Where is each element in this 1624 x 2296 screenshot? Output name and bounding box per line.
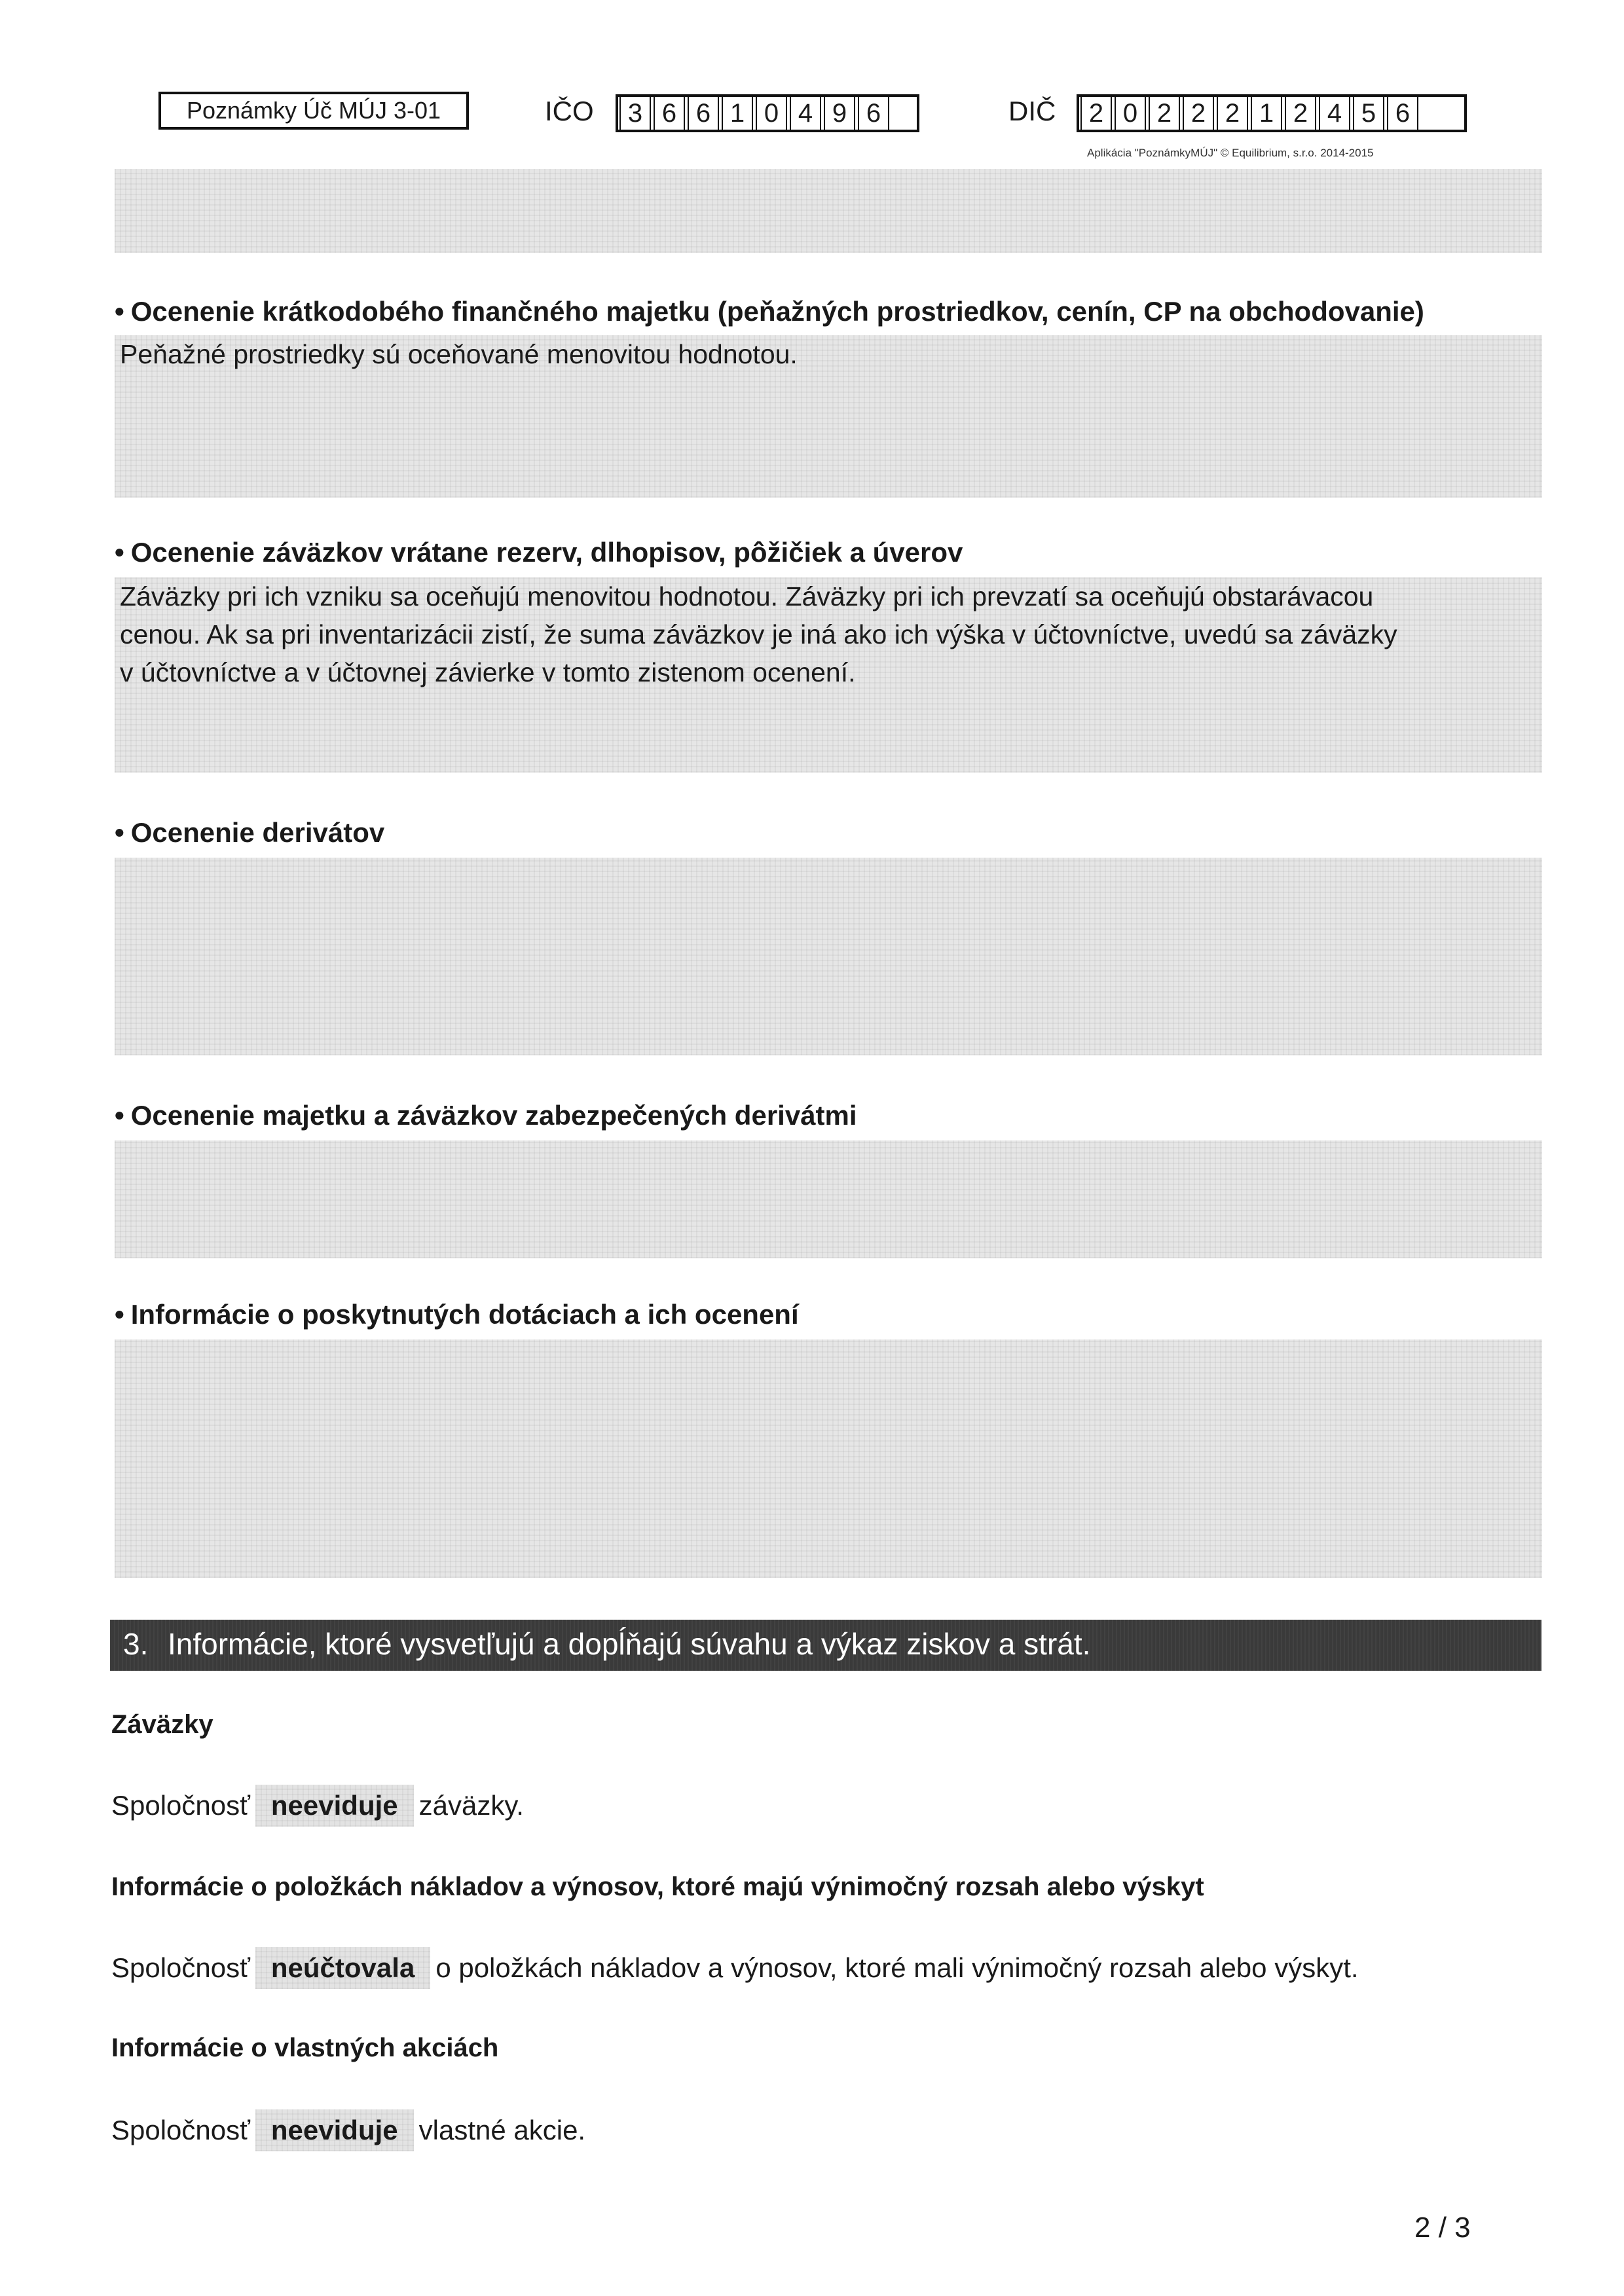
dic-digit: 2 <box>1080 97 1112 130</box>
ico-digit: 6 <box>688 97 719 130</box>
bullet-icon: • <box>115 537 124 568</box>
dic-label: DIČ <box>1008 96 1056 126</box>
section-number: 3. <box>123 1627 149 1661</box>
own-shares-statement <box>111 2109 585 2151</box>
field-line: cenou. Ak sa pri inventarizácii zistí, že suma záväzkov je iná ako ich výška v účtovníctve, uvedú sa záväzky <box>120 619 1397 649</box>
form-label-box: Poznámky Úč MÚJ 3-01 <box>158 92 469 130</box>
page-number: 2 / 3 <box>1414 2212 1471 2244</box>
ico-label: IČO <box>545 96 594 126</box>
field-line: Peňažné prostriedky sú oceňované menovitou hodnotou. <box>120 339 798 369</box>
ico-digit: 9 <box>824 97 855 130</box>
section-title: • Ocenenie záväzkov vrátane rezerv, dlhopisov, pôžičiek a úverov <box>115 537 963 568</box>
dic-digit-boxes <box>1077 94 1467 132</box>
ico-digit: 4 <box>790 97 821 130</box>
exceptional-items-statement <box>111 1947 1359 1989</box>
ico-digit: 0 <box>756 97 787 130</box>
bullet-icon: • <box>115 817 124 848</box>
own-shares-heading: Informácie o vlastných akciách <box>111 2033 499 2062</box>
text-field <box>115 335 1542 498</box>
statement-suffix: o položkách nákladov a výnosov, ktoré mali výnimočný rozsah alebo výskyt. <box>435 1952 1359 1983</box>
ico-digit-boxes <box>616 94 919 132</box>
dic-digit: 5 <box>1353 97 1384 130</box>
liabilities-value: neeviduje <box>255 1785 414 1827</box>
bullet-icon: • <box>115 1299 124 1330</box>
own-shares-value: neeviduje <box>255 2109 414 2151</box>
field-line: Záväzky pri ich vzniku sa oceňujú menovitou hodnotou. Záväzky pri ich prevzatí sa oceňujú obstarávacou <box>120 581 1374 611</box>
empty-field <box>115 858 1542 1055</box>
statement-prefix: Spoločnosť <box>111 1952 250 1983</box>
exceptional-items-heading: Informácie o položkách nákladov a výnosov, ktoré majú výnimočný rozsah alebo výskyt <box>111 1872 1204 1901</box>
ico-digit: 3 <box>619 97 651 130</box>
statement-suffix: záväzky. <box>418 1790 524 1821</box>
field-line: v účtovníctve a v účtovnej závierke v tomto zistenom ocenení. <box>120 657 856 687</box>
dic-digit: 2 <box>1285 97 1316 130</box>
liabilities-statement <box>111 1785 524 1827</box>
bullet-icon: • <box>115 1100 124 1131</box>
empty-field <box>115 1339 1542 1578</box>
section-heading: Informácie, ktoré vysvetľujú a dopĺňajú súvahu a výkaz ziskov a strát. <box>168 1627 1091 1661</box>
dic-digit: 2 <box>1217 97 1248 130</box>
dic-digit: 6 <box>1387 97 1418 130</box>
dic-digit: 0 <box>1115 97 1146 130</box>
dic-digit: 1 <box>1251 97 1282 130</box>
bullet-icon: • <box>115 296 124 327</box>
section-title: • Ocenenie derivátov <box>115 817 385 848</box>
section-title: • Informácie o poskytnutých dotáciach a ich ocenení <box>115 1299 799 1330</box>
statement-prefix: Spoločnosť <box>111 1790 250 1821</box>
empty-field <box>115 169 1542 253</box>
section-3-heading-bar <box>110 1620 1541 1671</box>
section-title: • Ocenenie majetku a záväzkov zabezpečených derivátmi <box>115 1100 857 1131</box>
ico-digit: 6 <box>654 97 685 130</box>
ico-digit: 1 <box>722 97 753 130</box>
text-field <box>115 577 1542 773</box>
liabilities-heading: Záväzky <box>111 1710 213 1739</box>
ico-digit: 6 <box>858 97 889 130</box>
copyright-notice: Aplikácia "PoznámkyMÚJ" © Equilibrium, s.r.o. 2014-2015 <box>1087 147 1374 159</box>
statement-suffix: vlastné akcie. <box>418 2115 586 2145</box>
empty-field <box>115 1140 1542 1258</box>
exceptional-items-value: neúčtovala <box>255 1947 430 1989</box>
dic-digit: 2 <box>1183 97 1214 130</box>
dic-digit: 2 <box>1149 97 1180 130</box>
section-title: • Ocenenie krátkodobého finančného majetku (peňažných prostriedkov, cenín, CP na obchodovanie) <box>115 296 1424 327</box>
statement-prefix: Spoločnosť <box>111 2115 250 2145</box>
dic-digit: 4 <box>1319 97 1350 130</box>
